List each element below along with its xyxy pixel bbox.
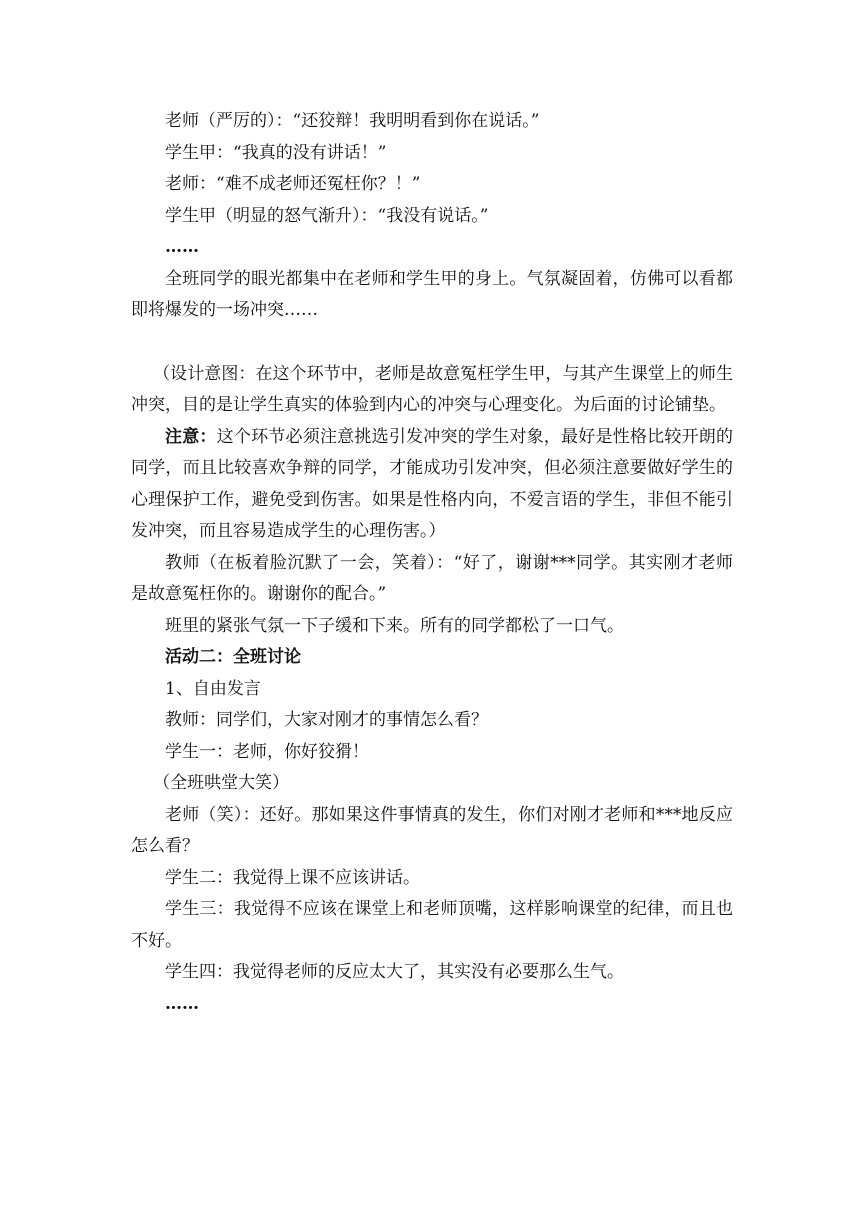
closing-ellipsis-line: ……: [165, 993, 199, 1014]
dialogue-line-student-a-denial: 学生甲：“我真的没有讲话！”: [165, 142, 387, 163]
narration-paragraph: 全班同学的眼光都集中在老师和学生甲的身上。气氛凝固着，仿佛可以看都即将爆发的一场冲突……: [131, 268, 733, 320]
blank-line: [131, 327, 733, 359]
dialogue-line-teacher-reveal: 教师（在板着脸沉默了一会，笑着）：“好了，谢谢***同学。其实刚才老师是故意冤枉你的。谢谢你的配合。”: [131, 552, 733, 604]
narration-relief: 班里的紧张气氛一下子缓和下来。所有的同学都松了一口气。: [165, 615, 624, 636]
design-intent-paragraph: （设计意图：在这个环节中，老师是故意冤枉学生甲，与其产生课堂上的师生冲突，目的是让学生真实的体验到内心的冲突与心理变化。为后面的讨论铺垫。: [131, 363, 733, 415]
document-body: [131, 106, 733, 1020]
note-paragraph: [131, 422, 733, 548]
dialogue-line-teacher-stern: 老师（严厉的）：“还狡辩！我明明看到你在说话。”: [165, 111, 540, 131]
dialogue-line-student-four: 学生四：我觉得老师的反应太大了，其实没有必要那么生气。: [165, 962, 624, 982]
ellipsis-line: ……: [165, 237, 199, 257]
dialogue-line-student-three: 学生三：我觉得不应该在课堂上和老师顶嘴，这样影响课堂的纪律，而且也不好。: [131, 899, 733, 951]
note-label: 注意：: [165, 426, 217, 447]
subsection-heading-free-speech: 1、自由发言: [165, 678, 261, 699]
dialogue-line-teacher-accuse: 老师：“难不成老师还冤枉你？！”: [165, 174, 421, 194]
dialogue-line-student-a-angry: 学生甲（明显的怒气渐升）：“我没有说话。”: [165, 205, 489, 226]
stage-direction-laughter: （全班哄堂大笑）: [153, 773, 290, 793]
dialogue-line-student-two: 学生二：我觉得上课不应该讲话。: [165, 867, 420, 888]
dialogue-line-student-one: 学生一：老师，你好狡猾！: [165, 741, 369, 762]
note-text: 这个环节必须注意挑选引发冲突的学生对象，最好是性格比较开朗的同学，而且比较喜欢争辩的同学，才能成功引发冲突，但必须注意要做好学生的心理保护工作，避免受到伤害。如果是性格内向，不爱言语的学生，非但不能引发冲突，而且容易造成学生的心理伤害。）: [131, 426, 733, 541]
dialogue-line-teacher-question: 教师：同学们，大家对刚才的事情怎么看？: [165, 710, 488, 730]
section-heading-activity-two: 活动二：全班讨论: [165, 647, 301, 667]
dialogue-line-teacher-follow-up: 老师（笑）：还好。那如果这件事情真的发生，你们对刚才老师和***地反应怎么看？: [131, 804, 733, 856]
